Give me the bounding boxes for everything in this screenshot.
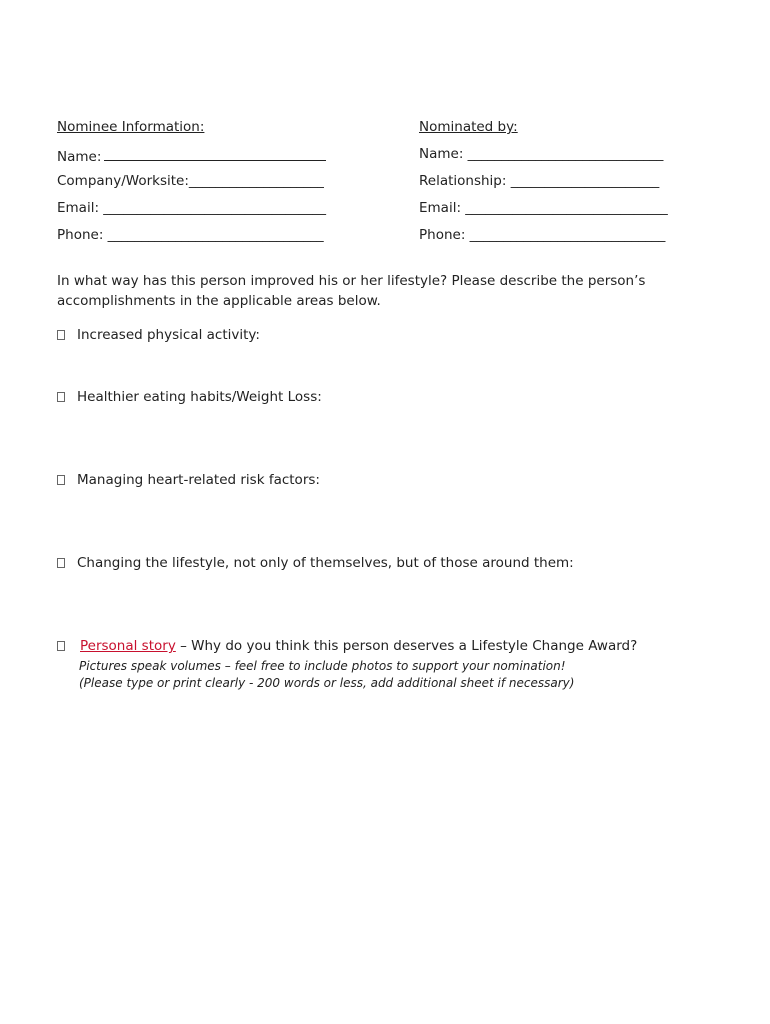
instructions-note: (Please type or print clearly - 200 words or less, add additional sheet if necessary) bbox=[79, 676, 575, 690]
personal-story-question: – Why do you think this person deserves a Lifestyle Change Award? bbox=[175, 638, 638, 654]
checkbox-icon[interactable] bbox=[57, 475, 65, 485]
item-label: Increased physical activity: bbox=[77, 327, 260, 343]
nominee-company-label: Company/Worksite: bbox=[57, 173, 189, 189]
nominator-name-field[interactable] bbox=[419, 146, 719, 173]
nominee-heading: Nominee Information: bbox=[57, 119, 205, 135]
nominator-phone-line[interactable]: _____________________________ bbox=[465, 227, 666, 243]
nominator-relationship-label: Relationship: bbox=[419, 173, 507, 189]
nominator-name-line[interactable]: _____________________________ bbox=[463, 146, 664, 162]
checklist-item-eating-habits[interactable] bbox=[57, 389, 717, 405]
nominator-email-line[interactable]: ______________________________ bbox=[461, 200, 668, 216]
checkbox-icon[interactable] bbox=[57, 392, 65, 402]
checklist-item-physical-activity[interactable] bbox=[57, 327, 717, 343]
item-label: Changing the lifestyle, not only of themselves, but of those around them: bbox=[77, 555, 574, 571]
nominator-name-label: Name: bbox=[419, 146, 464, 162]
checkbox-icon[interactable] bbox=[57, 641, 65, 651]
nominee-information-section bbox=[57, 119, 357, 254]
nominee-email-line[interactable]: _________________________________ bbox=[99, 200, 327, 216]
nominator-relationship-field[interactable] bbox=[419, 173, 719, 200]
nominated-by-section bbox=[419, 119, 719, 254]
photos-note: Pictures speak volumes – feel free to include photos to support your nomination! bbox=[79, 659, 566, 673]
nominator-relationship-line[interactable]: ______________________ bbox=[506, 173, 660, 189]
checklist-item-lifestyle-change[interactable] bbox=[57, 555, 717, 571]
item-label: Managing heart-related risk factors: bbox=[77, 472, 320, 488]
nominee-phone-label: Phone: bbox=[57, 227, 104, 243]
checkbox-icon[interactable] bbox=[57, 558, 65, 568]
personal-story-link[interactable]: Personal story bbox=[80, 638, 176, 654]
nominator-phone-field[interactable] bbox=[419, 227, 719, 254]
lifestyle-question: In what way has this person improved his or her lifestyle? Please describe the person’s accomplishments in the applicable areas below. bbox=[57, 273, 646, 309]
nominee-name-field[interactable] bbox=[57, 146, 357, 173]
item-label: Healthier eating habits/Weight Loss: bbox=[77, 389, 322, 405]
nominee-name-label: Name: bbox=[57, 149, 102, 165]
nominator-email-label: Email: bbox=[419, 200, 462, 216]
nominee-email-field[interactable] bbox=[57, 200, 357, 227]
nominator-email-field[interactable] bbox=[419, 200, 719, 227]
nominee-name-line[interactable] bbox=[104, 146, 326, 161]
nominee-email-label: Email: bbox=[57, 200, 100, 216]
nominee-phone-field[interactable] bbox=[57, 227, 357, 254]
checkbox-icon[interactable] bbox=[57, 330, 65, 340]
checklist-item-heart-risk[interactable] bbox=[57, 472, 717, 488]
checklist-item-personal-story[interactable] bbox=[57, 638, 717, 654]
nominee-phone-line[interactable]: ________________________________ bbox=[103, 227, 324, 243]
nominator-heading: Nominated by: bbox=[419, 119, 518, 135]
nominator-phone-label: Phone: bbox=[419, 227, 466, 243]
nominee-company-line[interactable]: ____________________ bbox=[188, 173, 324, 189]
nominee-company-field[interactable] bbox=[57, 173, 357, 200]
